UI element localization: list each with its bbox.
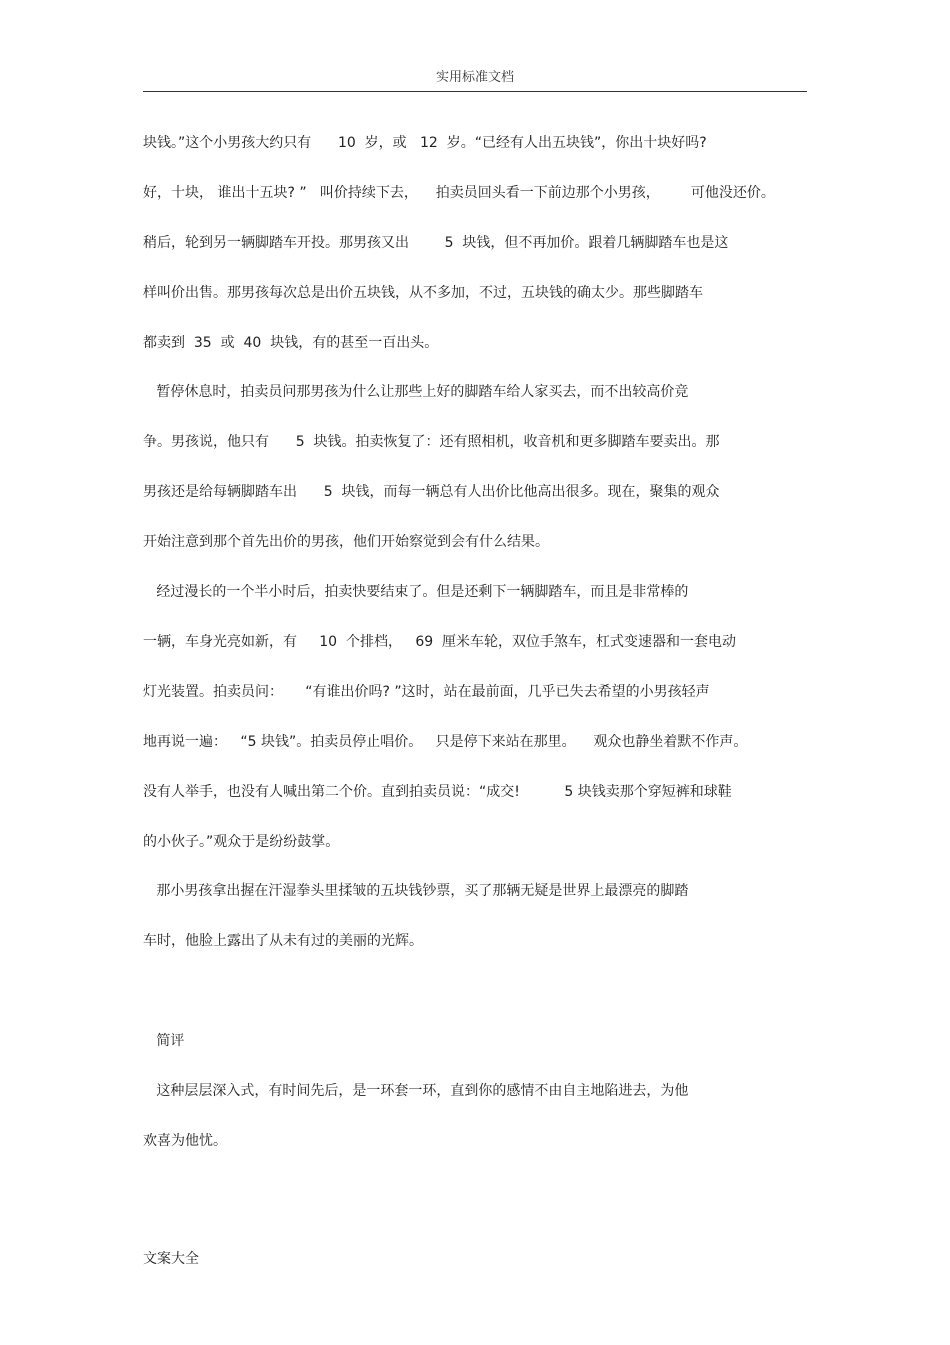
section-heading: 简评 [143, 1033, 185, 1049]
header-divider [143, 91, 807, 92]
body-line: 开始注意到那个首先出价的男孩，他们开始察觉到会有什么结果。 [143, 534, 549, 550]
body-line: 的小伙子。”观众于是纷纷鼓掌。 [143, 834, 340, 850]
body-line: 好，十块， 谁出十五块? ” 叫价持续下去， 拍卖员回头看一下前边那个小男孩， 可他没还价。 [143, 185, 775, 201]
body-line: 男孩还是给每辆脚踏车出 5 块钱，而每一辆总有人出价比他高出很多。现在，聚集的观众 [143, 484, 720, 500]
page-header-title: 实用标准文档 [435, 70, 514, 85]
body-line: 地再说一遍： “5 块钱”。拍卖员停止唱价。 只是停下来站在那里。 观众也静坐着默不作声。 [143, 734, 748, 750]
body-line: 争。男孩说，他只有 5 块钱。拍卖恢复了：还有照相机，收音机和更多脚踏车要卖出。那 [143, 434, 720, 450]
body-line: 这种层层深入式，有时间先后，是一环套一环，直到你的感情不由自主地陷进去，为他 [143, 1083, 689, 1099]
body-line: 那小男孩拿出握在汗湿拳头里揉皱的五块钱钞票，买了那辆无疑是世界上最漂亮的脚踏 [143, 883, 689, 899]
body-line: 经过漫长的一个半小时后，拍卖快要结束了。但是还剩下一辆脚踏车，而且是非常棒的 [143, 584, 689, 600]
body-line: 样叫价出售。那男孩每次总是出价五块钱，从不多加，不过，五块钱的确太少。那些脚踏车 [143, 285, 703, 301]
body-line: 没有人举手，也没有人喊出第二个价。直到拍卖员说：“成交! 5 块钱卖那个穿短裤和球鞋 [143, 784, 732, 800]
body-line: 一辆，车身光亮如新，有 10 个排档， 69 厘米车轮，双位手煞车，杠式变速器和一套电动 [143, 634, 737, 650]
body-line: 车时，他脸上露出了从未有过的美丽的光辉。 [143, 933, 423, 949]
body-line: 欢喜为他忧。 [143, 1133, 227, 1149]
body-line: 稍后，轮到另一辆脚踏车开投。那男孩又出 5 块钱，但不再加价。跟着几辆脚踏车也是这 [143, 235, 729, 251]
body-line: 都卖到 35 或 40 块钱，有的甚至一百出头。 [143, 335, 439, 351]
body-line: 灯光装置。拍卖员问： “有谁出价吗? ”这时，站在最前面，几乎已失去希望的小男孩轻声 [143, 684, 710, 700]
page-footer: 文案大全 [143, 1251, 199, 1267]
body-line: 块钱。”这个小男孩大约只有 10 岁，或 12 岁。“已经有人出五块钱”，你出十块好吗? [143, 135, 707, 151]
body-line: 暂停休息时，拍卖员问那男孩为什么让那些上好的脚踏车给人家买去，而不出较高价竞 [143, 384, 689, 400]
